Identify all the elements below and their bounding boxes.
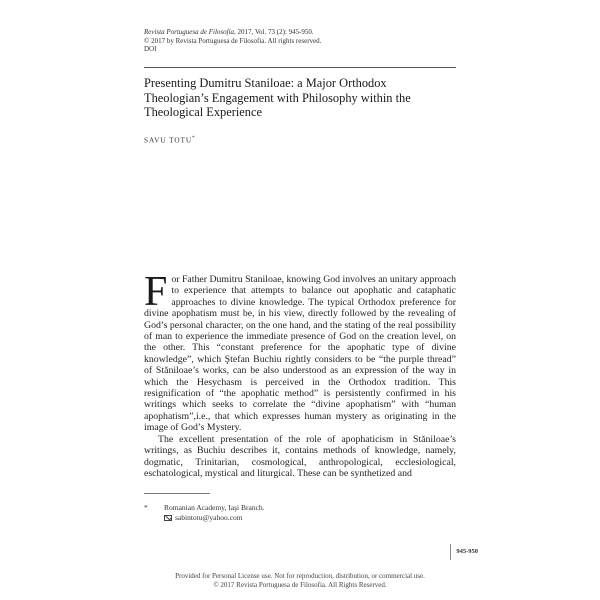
author-byline	[144, 135, 195, 144]
copyright-line: © 2017 by Revista Portuguesa de Filosofia. All rights reserved.	[144, 36, 322, 45]
header-rule	[144, 67, 456, 68]
envelope-icon	[164, 515, 172, 521]
paragraph-text: or Father Dumitru Staniloae, knowing God involves an unitary approach to experience that attempts to balance out apophatic and cataphatic approaches to divine knowledge. The typical Orthodox preference for divine apophatism must be, in his view, directly followed by the revealing of God’s personal character, on the one hand, and the stating of the real possibility of man to experience the immediate presence of God on the creation level, on the other. This “constant preference for the apophatic type of divine knowledge”, which Ştefan Buchiu rightly considers to be “the purple thread” of Stăniloae’s works, can be also understood as an expression of the way in which the Hesychasm is perceived in the Orthodox tradition. This resignification of “the apophatic method” is persistently confirmed in his writings which seeks to correlate the “divine apophatism” with “human apophatism”,i.e., that which expresses human mystery as originating in the image of God’s Mystery.	[144, 274, 456, 434]
title-line: Theologian’s Engagement with Philosophy within the	[144, 90, 411, 105]
footnote-mark: *	[144, 503, 148, 512]
journal-header	[144, 28, 321, 54]
footnote	[144, 503, 265, 522]
citation-details: , 2017, Vol. 73 (2): 945-950.	[234, 28, 314, 36]
author-footnote-mark: *	[192, 135, 195, 141]
footnote-affiliation: Romanian Academy, Iaşi Branch.	[164, 503, 265, 512]
footnote-rule	[144, 493, 210, 494]
license-notice	[0, 572, 600, 589]
author-name: SAVU TOTU	[144, 135, 193, 145]
paragraph	[144, 269, 456, 434]
citation-line	[144, 28, 321, 37]
paragraph: The excellent presentation of the role of apophaticism in Stăniloae’s writings, as Buchiu describes it, contains methods of knowledge, namely, dogmatic, Trinitarian, cosmological, anthropological, ecclesiological, eschatological, mystical and liturgical. These can be synthetized and	[144, 433, 456, 479]
drop-cap: F	[144, 269, 168, 315]
footnote-email-line	[164, 513, 265, 523]
license-line: Provided for Personal License use. Not for reproduction, distribution, or commercial use.	[175, 572, 425, 580]
title-line: Theological Experience	[144, 105, 262, 119]
journal-name: Revista Portuguesa de Filosofia	[144, 28, 235, 36]
doi-line: DOI	[144, 45, 157, 53]
license-line: © 2017 Revista Portuguesa de Filosofia. All Rights Reserved.	[213, 580, 387, 589]
article-title	[144, 76, 444, 120]
footnote-email[interactable]: sabintotu@yahoo.com	[175, 512, 243, 522]
title-line: Presenting Dumitru Staniloae: a Major Orthodox	[144, 76, 387, 90]
article-body	[144, 269, 456, 479]
page-range: 945-950	[450, 544, 478, 560]
